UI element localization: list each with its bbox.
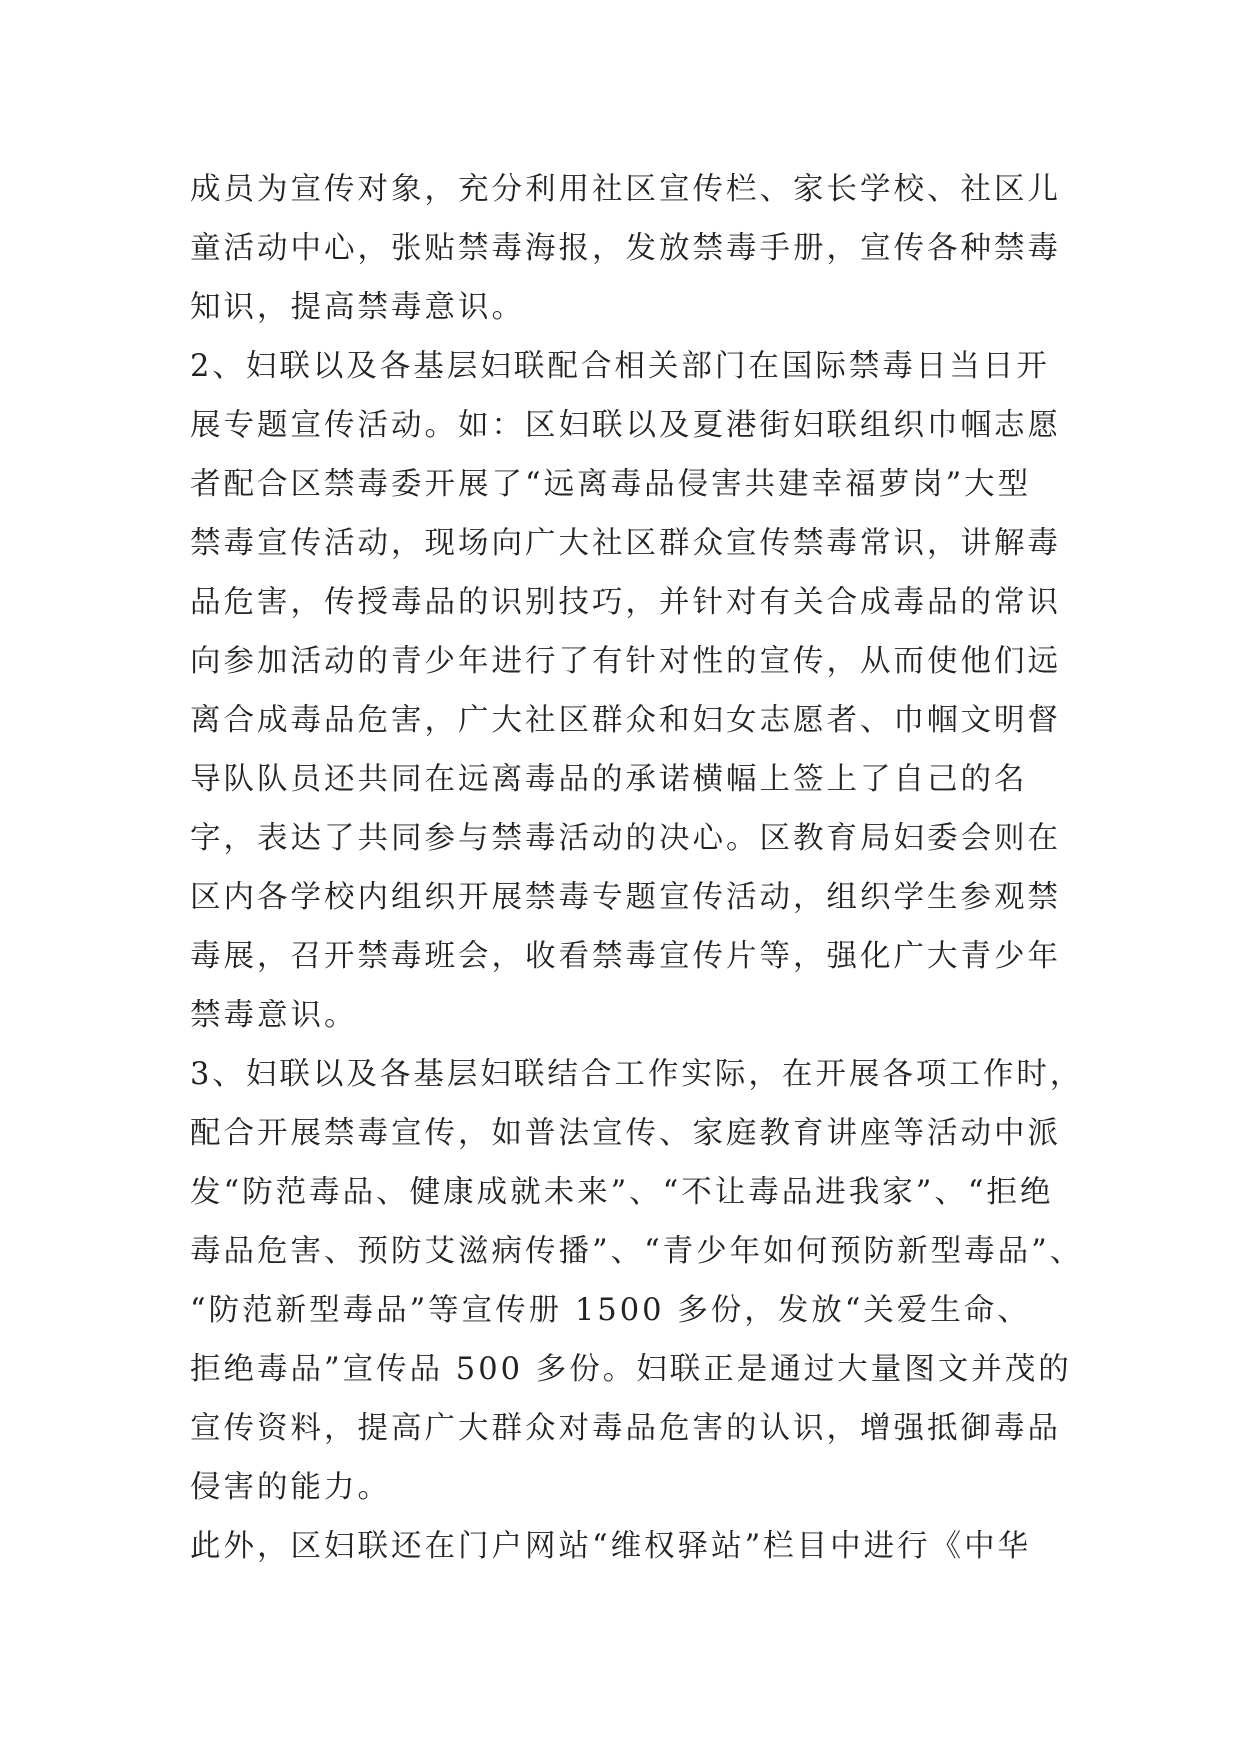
text-line: 字，表达了共同参与禁毒活动的决心。区教育局妇委会则在 [190, 821, 1061, 856]
body-text [190, 160, 1110, 1576]
text-line: 发“防范毒品、健康成就未来”、“不让毒品进我家”、“拒绝 [190, 1175, 1054, 1210]
text-line: 展专题宣传活动。如：区妇联以及夏港街妇联组织巾帼志愿 [190, 408, 1061, 443]
text-line: 者配合区禁毒委开展了“远离毒品侵害共建幸福萝岗”大型 [190, 467, 1032, 502]
text-line: 3、妇联以及各基层妇联结合工作实际，在开展各项工作时， [190, 1057, 1084, 1092]
text-line: 区内各学校内组织开展禁毒专题宣传活动，组织学生参观禁 [190, 880, 1061, 915]
text-line: 此外，区妇联还在门户网站“维权驿站”栏目中进行《中华 [190, 1529, 1032, 1564]
text-line: 拒绝毒品”宣传品 500 多份。妇联正是通过大量图文并茂的 [190, 1352, 1072, 1387]
text-line: 离合成毒品危害，广大社区群众和妇女志愿者、巾帼文明督 [190, 703, 1061, 738]
text-line: 宣传资料，提高广大群众对毒品危害的认识，增强抵御毒品 [190, 1411, 1061, 1446]
text-line: 成员为宣传对象，充分利用社区宣传栏、家长学校、社区儿 [190, 172, 1061, 207]
text-line: 2、妇联以及各基层妇联配合相关部门在国际禁毒日当日开 [190, 349, 1050, 384]
text-line: 导队队员还共同在远离毒品的承诺横幅上签上了自己的名 [190, 762, 1028, 797]
text-line: 向参加活动的青少年进行了有针对性的宣传，从而使他们远 [190, 644, 1061, 679]
text-line: “防范新型毒品”等宣传册 1500 多份，发放“关爱生命、 [190, 1293, 1031, 1328]
text-line: 毒展，召开禁毒班会，收看禁毒宣传片等，强化广大青少年 [190, 939, 1061, 974]
text-line: 禁毒意识。 [190, 998, 358, 1033]
text-line: 配合开展禁毒宣传，如普法宣传、家庭教育讲座等活动中派 [190, 1116, 1061, 1151]
text-line: 侵害的能力。 [190, 1470, 391, 1505]
text-line: 知识，提高禁毒意识。 [190, 290, 525, 325]
text-line: 禁毒宣传活动，现场向广大社区群众宣传禁毒常识，讲解毒 [190, 526, 1061, 561]
text-line: 毒品危害、预防艾滋病传播”、“青少年如何预防新型毒品”、 [190, 1234, 1084, 1269]
text-line: 童活动中心，张贴禁毒海报，发放禁毒手册，宣传各种禁毒 [190, 231, 1061, 266]
text-line: 品危害，传授毒品的识别技巧，并针对有关合成毒品的常识 [190, 585, 1061, 620]
